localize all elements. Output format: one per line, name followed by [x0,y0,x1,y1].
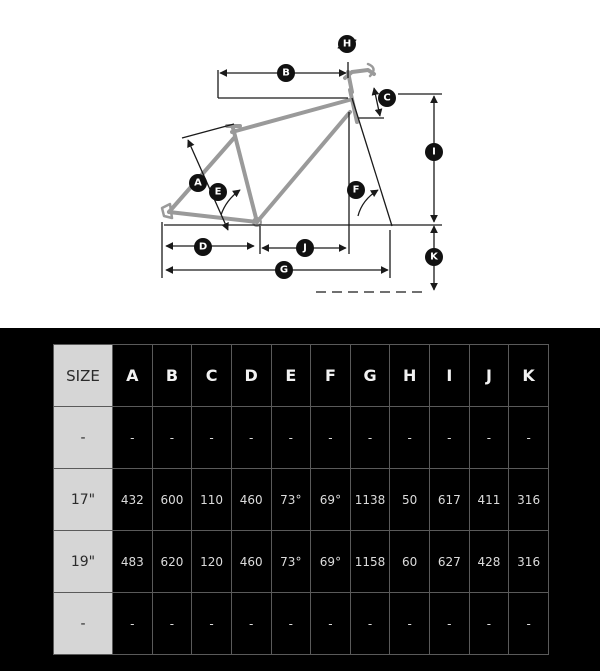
table-cell: 600 [152,469,192,531]
table-cell: - [469,593,509,655]
table-cell: - [509,593,549,655]
badge-K [425,248,443,266]
bike-frame [162,64,374,226]
table-cell: 460 [231,531,271,593]
table-cell: 627 [430,531,470,593]
table-cell: 460 [231,469,271,531]
svg-text:G: G [279,264,289,276]
size-cell: - [54,407,113,469]
table-cell: 60 [390,531,430,593]
table-cell: 1138 [350,469,390,531]
table-row [54,407,549,469]
table-cell: 432 [113,469,153,531]
column-header-g: G [350,345,390,407]
svg-text:J: J [303,242,307,254]
table-cell: - [271,593,311,655]
table-cell: 50 [390,469,430,531]
table-cell: 411 [469,469,509,531]
table-cell: 110 [192,469,232,531]
column-header-j: J [469,345,509,407]
table-cell: 73° [271,469,311,531]
svg-text:A: A [194,177,202,189]
table-cell: - [192,593,232,655]
table-cell: - [390,593,430,655]
badge-J [296,239,314,257]
table-cell: - [231,593,271,655]
table-cell: 316 [509,469,549,531]
badge-A [189,174,207,192]
svg-text:E: E [214,186,222,198]
badge-C [378,89,396,107]
table-cell: 620 [152,531,192,593]
svg-text:F: F [352,184,360,196]
table-row [54,469,549,531]
geometry-diagram [0,0,600,328]
table-cell: - [113,593,153,655]
table-cell: 428 [469,531,509,593]
frame-diagram-svg [0,0,600,328]
size-cell: 19" [54,531,113,593]
table-row [54,531,549,593]
badge-I [425,143,443,161]
geometry-table [53,344,549,655]
table-cell: 316 [509,531,549,593]
table-cell: - [350,407,390,469]
column-header-d: D [231,345,271,407]
badge-H [338,35,356,53]
geometry-table-section [0,328,600,671]
badge-E [209,183,227,201]
table-cell: - [231,407,271,469]
column-header-i: I [430,345,470,407]
svg-text:I: I [432,146,436,158]
table-cell: - [469,407,509,469]
svg-text:H: H [342,38,352,50]
table-cell: - [311,593,351,655]
column-header-b: B [152,345,192,407]
column-header-k: K [509,345,549,407]
badge-F [347,181,365,199]
table-cell: 69° [311,531,351,593]
table-cell: - [192,407,232,469]
table-cell: - [430,407,470,469]
svg-text:B: B [282,67,290,79]
table-cell: - [152,593,192,655]
svg-text:K: K [430,251,438,263]
table-cell: - [152,407,192,469]
table-cell: 73° [271,531,311,593]
svg-text:C: C [383,92,391,104]
table-cell: - [311,407,351,469]
table-cell: - [509,407,549,469]
size-column-header: SIZE [54,345,113,407]
column-header-c: C [192,345,232,407]
table-row [54,593,549,655]
column-header-e: E [271,345,311,407]
table-cell: - [390,407,430,469]
table-cell: 483 [113,531,153,593]
size-cell: - [54,593,113,655]
table-cell: - [271,407,311,469]
table-cell: - [430,593,470,655]
column-header-a: A [113,345,153,407]
table-cell: - [113,407,153,469]
column-header-h: H [390,345,430,407]
table-cell: 617 [430,469,470,531]
table-header-row [54,345,549,407]
badge-B [277,64,295,82]
table-cell: 1158 [350,531,390,593]
table-cell: - [350,593,390,655]
badge-G [275,261,293,279]
table-cell: 120 [192,531,232,593]
size-cell: 17" [54,469,113,531]
table-cell: 69° [311,469,351,531]
column-header-f: F [311,345,351,407]
badge-D [194,238,212,256]
svg-text:D: D [198,241,208,253]
